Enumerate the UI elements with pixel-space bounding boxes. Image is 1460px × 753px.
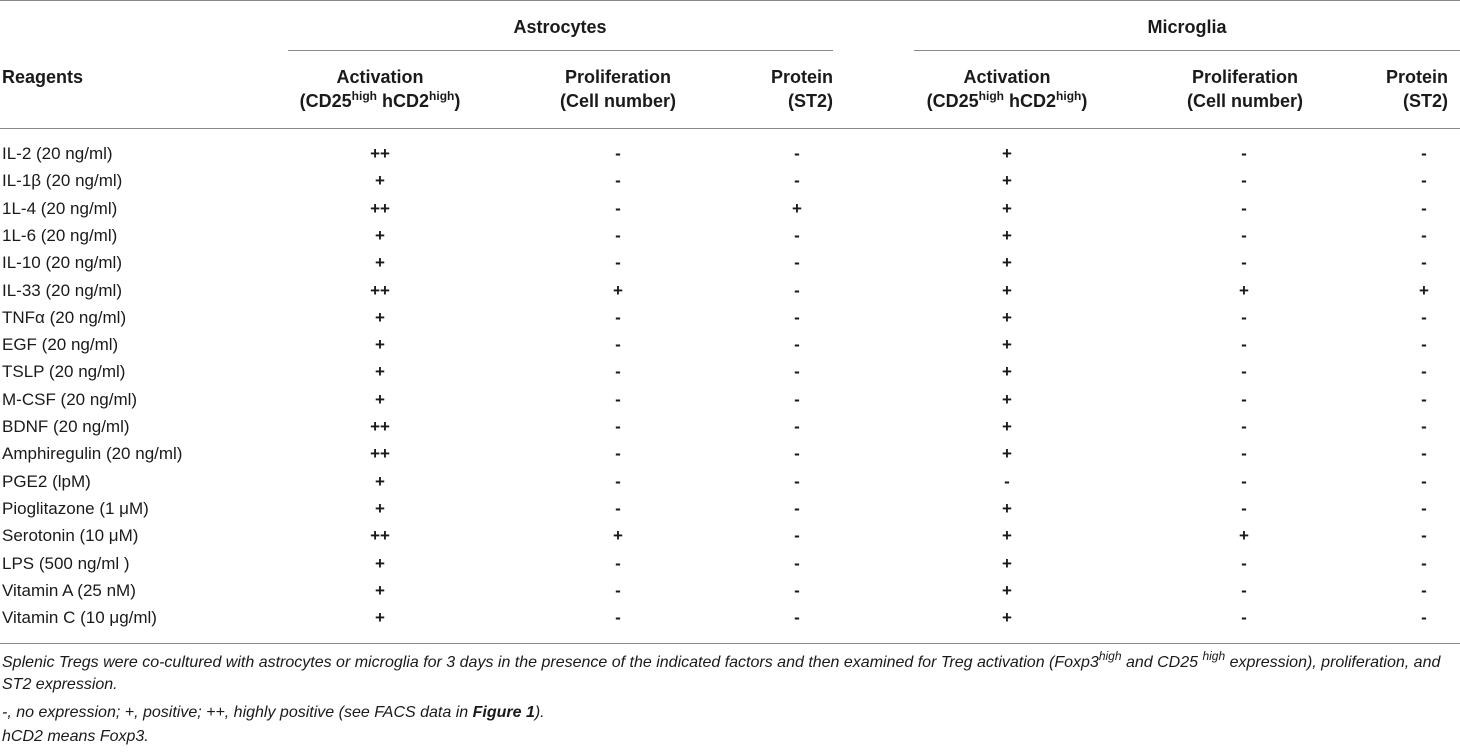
- result-cell-a-pro: +: [613, 526, 623, 546]
- table-row: [0, 140, 1460, 167]
- result-cell-m-prot: -: [1421, 389, 1427, 409]
- reagent-cell: 1L-6 (20 ng/ml): [2, 225, 118, 245]
- reagent-cell: PGE2 (lpM): [2, 471, 91, 491]
- result-cell-m-prot: -: [1421, 171, 1427, 191]
- result-cell-a-act: ++: [370, 280, 390, 300]
- table-row: [0, 304, 1460, 331]
- result-cell-m-act: +: [1002, 389, 1012, 409]
- result-cell-a-act: +: [375, 171, 385, 191]
- table-row: [0, 522, 1460, 549]
- result-cell-m-act: +: [1002, 280, 1012, 300]
- reagent-cell: Pioglitazone (1 μM): [2, 498, 149, 518]
- table-row: [0, 577, 1460, 604]
- micro-protein-header: Protein (ST2): [1385, 67, 1448, 111]
- result-cell-a-pro: -: [615, 553, 621, 573]
- result-cell-a-prot: -: [794, 307, 800, 327]
- reagent-cell: Vitamin C (10 μg/ml): [2, 608, 157, 628]
- result-cell-m-prot: -: [1421, 471, 1427, 491]
- result-cell-m-prot: -: [1421, 144, 1427, 163]
- reagent-cell: LPS (500 ng/ml ): [2, 553, 130, 573]
- result-cell-a-act: +: [375, 362, 385, 382]
- result-cell-a-pro: -: [615, 444, 621, 464]
- reagent-cell: IL-33 (20 ng/ml): [2, 280, 122, 300]
- table-top-rule: [0, 0, 1460, 1]
- result-cell-a-pro: -: [615, 171, 621, 191]
- result-cell-m-pro: +: [1239, 280, 1249, 300]
- result-cell-a-pro: -: [615, 608, 621, 628]
- footnote-legend: -, no expression; +, positive; ++, highly positive (see FACS data in Figure 1).: [2, 704, 545, 721]
- result-cell-a-pro: -: [615, 498, 621, 518]
- result-cell-m-prot: +: [1419, 280, 1429, 300]
- result-cell-a-act: +: [375, 253, 385, 273]
- result-cell-a-prot: -: [794, 362, 800, 382]
- result-cell-a-act: ++: [370, 417, 390, 436]
- table-row: [0, 249, 1460, 276]
- table-row: [0, 468, 1460, 495]
- astrocytes-group-rule: [288, 50, 833, 51]
- table-row: [0, 358, 1460, 385]
- result-cell-m-pro: -: [1241, 253, 1247, 273]
- table-row: [0, 386, 1460, 413]
- result-cell-a-prot: -: [794, 417, 800, 436]
- result-cell-m-act: +: [1002, 608, 1012, 628]
- result-cell-a-prot: -: [794, 471, 800, 491]
- microglia-group-rule: [914, 50, 1460, 51]
- result-cell-a-pro: -: [615, 253, 621, 273]
- result-cell-m-prot: -: [1421, 580, 1427, 600]
- result-cell-a-pro: -: [615, 225, 621, 245]
- table-bottom-rule: [0, 643, 1460, 644]
- result-cell-a-act: +: [375, 608, 385, 628]
- result-cell-a-prot: -: [794, 608, 800, 628]
- result-cell-m-pro: -: [1241, 389, 1247, 409]
- result-cell-a-act: ++: [370, 444, 390, 464]
- result-cell-m-act: +: [1002, 553, 1012, 573]
- table-row: [0, 440, 1460, 467]
- reagent-cell: IL-2 (20 ng/ml): [2, 144, 113, 163]
- reagent-cell: EGF (20 ng/ml): [2, 335, 119, 355]
- result-cell-a-prot: -: [794, 553, 800, 573]
- result-cell-m-prot: -: [1421, 498, 1427, 518]
- figure-1-reference[interactable]: Figure 1: [472, 704, 535, 721]
- result-cell-m-act: +: [1002, 225, 1012, 245]
- result-cell-m-pro: -: [1241, 417, 1247, 436]
- result-cell-a-act: +: [375, 335, 385, 355]
- result-cell-m-act: +: [1002, 362, 1012, 382]
- result-cell-m-act: +: [1002, 307, 1012, 327]
- result-cell-m-act: +: [1002, 498, 1012, 518]
- result-cell-a-pro: -: [615, 580, 621, 600]
- result-cell-m-pro: -: [1241, 171, 1247, 191]
- result-cell-m-prot: -: [1421, 307, 1427, 327]
- result-cell-m-act: +: [1002, 253, 1012, 273]
- result-cell-m-act: +: [1002, 171, 1012, 191]
- table-row: [0, 550, 1460, 577]
- result-cell-m-pro: -: [1241, 198, 1247, 218]
- reagent-cell: IL-1β (20 ng/ml): [2, 171, 123, 191]
- result-cell-a-prot: -: [794, 225, 800, 245]
- result-cell-a-act: +: [375, 307, 385, 327]
- result-cell-m-prot: -: [1421, 417, 1427, 436]
- result-cell-a-prot: -: [794, 444, 800, 464]
- result-cell-m-act: +: [1002, 526, 1012, 546]
- result-cell-a-pro: -: [615, 144, 621, 163]
- result-cell-m-pro: -: [1241, 225, 1247, 245]
- footnote-hcd2: hCD2 means Foxp3.: [2, 728, 149, 745]
- result-cell-a-pro: -: [615, 307, 621, 327]
- result-cell-a-prot: -: [794, 580, 800, 600]
- result-cell-m-prot: -: [1421, 444, 1427, 464]
- result-cell-a-prot: -: [794, 498, 800, 518]
- result-cell-m-prot: -: [1421, 362, 1427, 382]
- table-row: [0, 167, 1460, 194]
- result-cell-a-act: +: [375, 471, 385, 491]
- result-cell-m-act: +: [1002, 444, 1012, 464]
- result-cell-m-prot: -: [1421, 198, 1427, 218]
- footnote-description: Splenic Tregs were co-cultured with astrocytes or microglia for 3 days in the presence of the indicated factors and then examined for Treg activation ($Foxp3^{high}$ and CD25 $^{high}$ expression), proliferation, and ST2 expression.: [2, 649, 1441, 693]
- table-row: [0, 413, 1460, 440]
- result-cell-m-pro: -: [1241, 307, 1247, 327]
- result-cell-m-prot: -: [1421, 335, 1427, 355]
- result-cell-a-pro: +: [613, 280, 623, 300]
- result-cell-a-act: +: [375, 580, 385, 600]
- result-cell-m-pro: -: [1241, 608, 1247, 628]
- result-cell-a-act: +: [375, 225, 385, 245]
- result-cell-a-pro: -: [615, 471, 621, 491]
- result-cell-m-prot: -: [1421, 553, 1427, 573]
- result-cell-a-prot: -: [794, 389, 800, 409]
- reagent-cell: M-CSF (20 ng/ml): [2, 389, 138, 409]
- table-row: [0, 195, 1460, 222]
- result-cell-m-prot: -: [1421, 526, 1427, 546]
- micro-proliferation-header: Proliferation (Cell number): [1186, 67, 1304, 111]
- result-cell-a-act: +: [375, 553, 385, 573]
- result-cell-m-pro: -: [1241, 580, 1247, 600]
- table-row: [0, 604, 1460, 631]
- result-cell-a-pro: -: [615, 198, 621, 218]
- result-cell-m-pro: +: [1239, 526, 1249, 546]
- reagent-cell: Vitamin A (25 nM): [2, 580, 136, 600]
- reagent-cell: IL-10 (20 ng/ml): [2, 253, 122, 273]
- result-cell-a-act: +: [375, 389, 385, 409]
- result-cell-a-act: +: [375, 498, 385, 518]
- astro-proliferation-header: Proliferation (Cell number): [559, 67, 677, 111]
- result-cell-m-prot: -: [1421, 225, 1427, 245]
- micro-activation-header: Activation ($CD25^{high}$ $hCD2^{high}$): [926, 67, 1088, 111]
- result-cell-a-pro: -: [615, 417, 621, 436]
- reagent-cell: TSLP (20 ng/ml): [2, 362, 126, 382]
- result-cell-a-act: ++: [370, 198, 390, 218]
- result-cell-m-act: +: [1002, 335, 1012, 355]
- result-cell-m-prot: -: [1421, 608, 1427, 628]
- result-cell-m-pro: -: [1241, 444, 1247, 464]
- astrocytes-header: Astrocytes: [513, 17, 607, 37]
- result-cell-m-act: +: [1002, 580, 1012, 600]
- result-cell-a-pro: -: [615, 389, 621, 409]
- result-cell-a-prot: -: [794, 280, 800, 300]
- result-cell-a-pro: -: [615, 362, 621, 382]
- result-cell-a-prot: -: [794, 171, 800, 191]
- reagent-cell: 1L-4 (20 ng/ml): [2, 198, 118, 218]
- result-cell-a-act: ++: [370, 526, 390, 546]
- table-row: [0, 331, 1460, 358]
- table-row: [0, 222, 1460, 249]
- result-cell-m-act: +: [1002, 417, 1012, 436]
- result-cell-a-prot: -: [794, 335, 800, 355]
- result-cell-m-act: +: [1002, 198, 1012, 218]
- result-cell-m-pro: -: [1241, 553, 1247, 573]
- reagent-cell: BDNF (20 ng/ml): [2, 417, 130, 436]
- reagents-header: Reagents: [2, 67, 84, 87]
- astro-activation-header: Activation ($CD25^{high}$ $hCD2^{high}$): [299, 67, 461, 111]
- result-cell-m-pro: -: [1241, 144, 1247, 163]
- reagent-cell: TNFα (20 ng/ml): [2, 307, 127, 327]
- result-cell-m-pro: -: [1241, 335, 1247, 355]
- result-cell-m-pro: -: [1241, 362, 1247, 382]
- reagent-cell: Serotonin (10 μM): [2, 526, 139, 546]
- header-bottom-rule: [0, 128, 1460, 129]
- result-cell-m-act: -: [1004, 471, 1010, 491]
- microglia-header: Microglia: [1147, 17, 1227, 37]
- table-row: [0, 277, 1460, 304]
- result-cell-a-pro: -: [615, 335, 621, 355]
- result-cell-a-act: ++: [370, 144, 390, 163]
- result-cell-m-pro: -: [1241, 471, 1247, 491]
- astro-protein-header: Protein (ST2): [770, 67, 833, 111]
- result-cell-a-prot: -: [794, 253, 800, 273]
- result-cell-a-prot: -: [794, 526, 800, 546]
- result-cell-m-pro: -: [1241, 498, 1247, 518]
- table-row: [0, 495, 1460, 522]
- result-cell-m-prot: -: [1421, 253, 1427, 273]
- result-cell-a-prot: +: [792, 198, 802, 218]
- result-cell-a-prot: -: [794, 144, 800, 163]
- reagent-cell: Amphiregulin (20 ng/ml): [2, 444, 183, 464]
- result-cell-m-act: +: [1002, 144, 1012, 163]
